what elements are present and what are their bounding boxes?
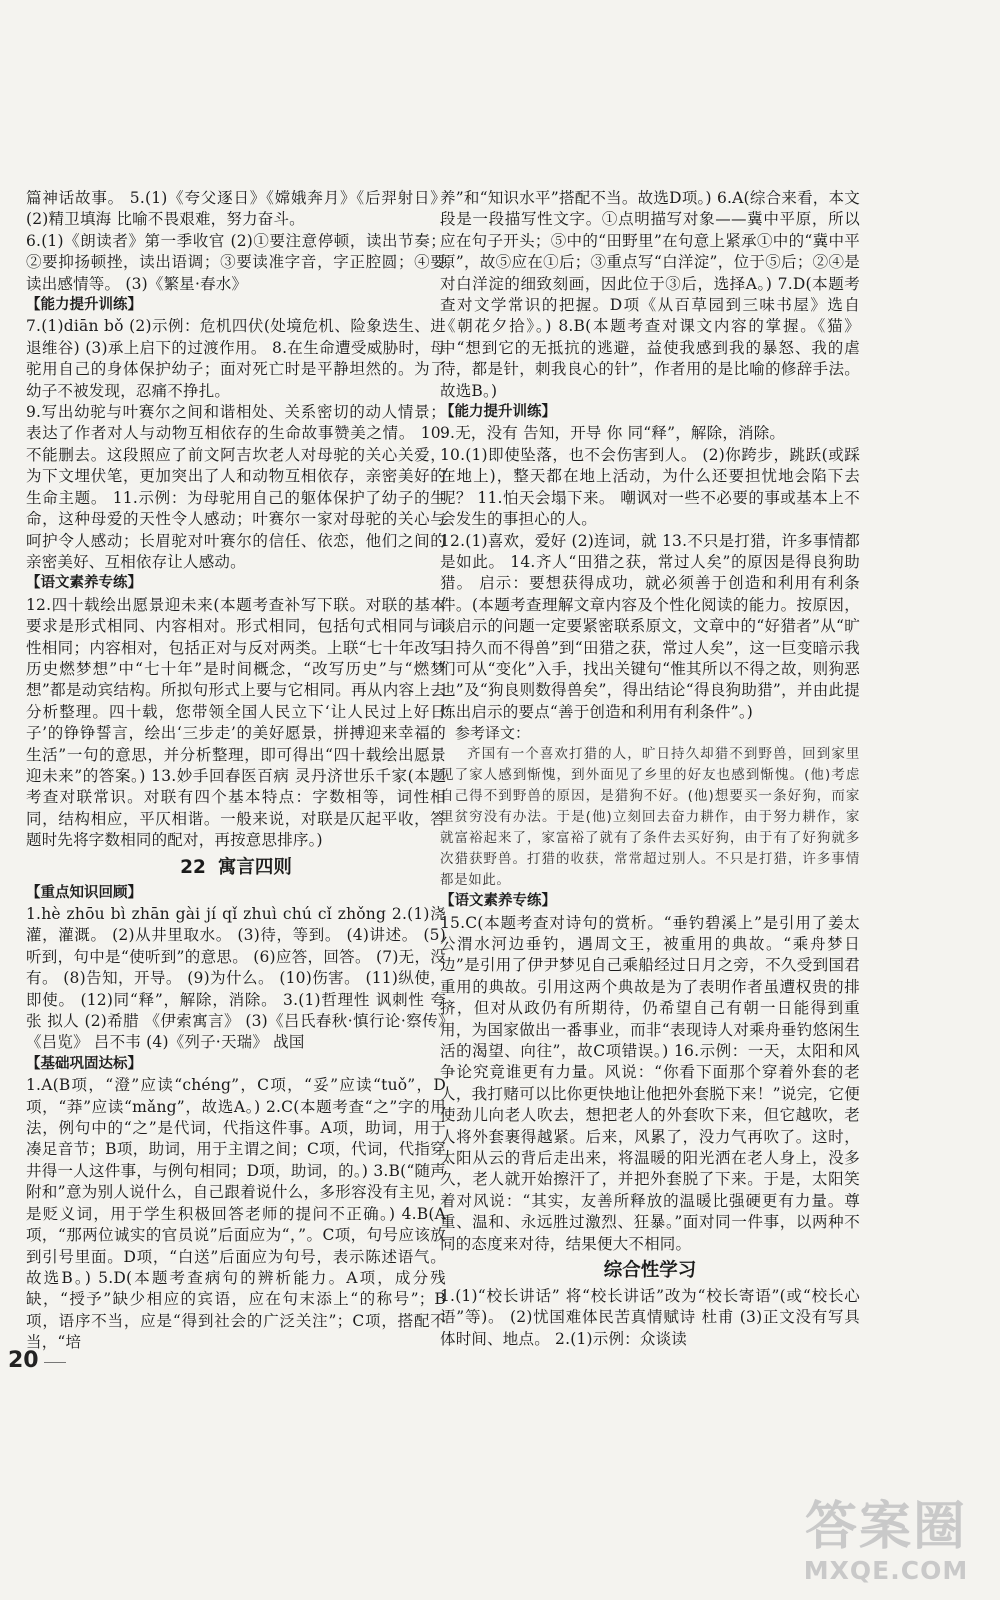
subsection-heading: 【语文素养专练】 [26,575,142,592]
subsection-heading: 【语文素养专练】 [440,893,556,910]
answer-paragraph: 养”和“知识水平”搭配不当。故选D项。) 6.A(综合来看，本文段是一段描写性文字。①点明描写对象——冀中平原，所以应在句子开头；⑤中的“田野里”在句意上紧承①中的“冀中平原”，故⑤应在①后；③重点写“白洋淀”，位于⑤后；②④是对白洋淀的细致刻画，因此位于③后，选择A。) 7.D(本题考查对文学常识的把握。D项《从百草园到三味书屋》选自《朝花夕拾》。) 8.B(本题考查对课文内容的掌握。《猫》中“想到它的无抵抗的逃避，益使我感到我的暴怒、我的虐待，都是针，刺我良心的针”，作者用的是比喻的修辞手法。故选B。) [440,189,860,400]
translation-label: 参考译文： [455,724,531,743]
watermark-url: MXQE.COM [803,1556,969,1585]
subsection-heading: 【能力提升训练】 [26,297,142,314]
answer-paragraph: 1.(1)“校长讲话” 将“校长讲话”改为“校长寄语”(或“校长心语”等)。 (2)忧国难体民苦真情赋诗 杜甫 (3)正文没有写具体时间、地点。 2.(1)示例：众谈读 [440,1287,860,1348]
answer-paragraph: 1.A(B项，“澄”应读“chéng”，C项，“妥”应读“tuǒ”，D项，“莽”应读“mǎng”，故选A。) 2.C(本题考查“之”字的用法，例句中的“之”是代词，代指这件事。A项，助词，用于凑足音节；B项，助词，用于主谓之间；C项，代词，代指穿井得一人这件事，与例句相同；D项，助词，的。) 3.B(“随声附和”意为别人说什么，自己跟着说什么，多形容没有主见，是贬义词，用于学生积极回答老师的提问不正确。) 4.B(A项，“那两位诚实的官员说”后面应为“，”。C项，句号应该放到引号里面。D项，“白送”后面应为句号，表示陈述语气。故选B。) 5.D(本题考查病句的辨析能力。A项，成分残缺，“授予”缺少相应的宾语，应在句末添上“的称号”；B项，语序不当，应是“得到社会的广泛关注”；C项，搭配不当，“培 [26,1076,446,1352]
subsection-heading: 【能力提升训练】 [440,404,556,421]
watermark-logo [786,1498,986,1590]
answer-paragraph: 12.四十载绘出愿景迎未来(本题考查补写下联。对联的基本要求是形式相同、内容相对。形式相同，包括句式相同与词性相同；内容相对，包括正对与反对两类。上联“七十年改写历史燃梦想”中“七十年”是时间概念，“改写历史”与“燃梦想”都是动宾结构。所拟句形式上要与它相同。再从内容上去分析整理。四十载，您带领全国人民立下‘让人民过上好日子’的铮铮誓言，绘出‘三步走’的美好愿景，拼搏迎来幸福的生活”一句的意思，并分析整理，即可得出“四十载绘出愿景迎未来”的答案。) 13.妙手回春医百病 灵丹济世乐千家(本题考查对联常识。对联有四个基本特点：字数相等，词性相同，结构相应，平仄相谐。一般来说，对联是仄起平收，答题时先将字数相同的配对，再按意思排序。) [26,595,446,850]
subsection-heading: 【重点知识回顾】 [26,884,142,901]
page-number-rule [44,1362,66,1363]
answer-paragraph: 10.(1)即使坠落，也不会伤害到人。 (2)你跨步，跳跃(或踩在地上)，整天都在地上活动，为什么还要担忧地会陷下去呢？ 11.怕天会塌下来。 嘲讽对一些不必要的事或基本上不会发生的事担心的人。 [440,445,860,529]
subsection-heading: 【基础巩固达标】 [26,1055,142,1072]
section-title-text: 综合性学习 [603,1260,697,1282]
section-title [440,1257,860,1284]
section-title-text: 寓言四则 [217,856,292,878]
answer-paragraph: 12.(1)喜欢，爱好 (2)连词，就 13.不只是打猎，许多事情都是如此。 14.齐人“田猎之获，常过人矣”的原因是得良狗助猎。 启示：要想获得成功，就必须善于创造和利用有利条件。(本题考查理解文章内容及个性化阅读的能力。按原因，谈启示的问题一定要紧密联系原文，文章中的“好猎者”从“旷日持久而不得兽”到“田猎之获，常过人矣”，这一巨变暗示我们可从“变化”入手，找出关键句“惟其所以不得之故，则狗恶也”及“狗良则数得兽矣”，得出结论“得良狗助猎”，并由此提炼出启示的要点“善于创造和利用有利条件”。) [440,531,860,721]
answer-paragraph: 9.写出幼驼与叶赛尔之间和谐相处、关系密切的动人情景；表达了作者对人与动物互相依存的生命故事赞美之情。 10.不能删去。这段照应了前文阿吉坎老人对母驼的关心关爱，为下文埋伏笔，更加突出了人和动物互相依存，亲密美好的生命主题。 11.示例：为母驼用自己的躯体保护了幼子的生命，这种母爱的天性令人感动；叶赛尔一家对母驼的关心与呵护令人感动；长眉驼对叶赛尔的信任、依恋，他们之间的亲密美好、互相依存让人感动。 [26,403,446,571]
answer-paragraph: 1.hè zhōu bì zhān gài jí qǐ zhuì chú cǐ zhǒng 2.(1)浇灌，灌溉。 (2)从井里取水。 (3)待，等到。 (4)讲述。 (5)听到，句中是“使听到”的意思。 (6)应答，回答。 (7)无，没有。 (8)告知，开导。 (9)为什么。 (10)伤害。 (11)纵使，即使。 (12)同“释”，解除，消除。 3.(1)哲理性 讽刺性 夸张 拟人 (2)希腊 《伊索寓言》 (3)《吕氏春秋·慎行论·察传》《吕览》 吕不韦 (4)《列子·天瑞》 战国 [26,905,446,1052]
right-column [440,188,860,1350]
section-number: 22 [180,856,206,878]
answer-paragraph: 6.(1)《朗读者》第一季收官 (2)①要注意停顿，读出节奏；②要抑扬顿挫，读出语调；③要读准字音，字正腔圆；④要读出感情等。 (3)《繁星·春水》 [26,231,446,293]
answer-paragraph: 篇神话故事。 5.(1)《夸父逐日》《嫦娥奔月》《后羿射日》 (2)精卫填海 比喻不畏艰难，努力奋斗。 [26,189,446,229]
watermark-logo-text: 答案圈 [804,1497,967,1557]
answer-paragraph: 15.C(本题考查对诗句的赏析。“垂钓碧溪上”是引用了姜太公渭水河边垂钓，遇周文王，被重用的典故。“乘舟梦日边”是引用了伊尹梦见自己乘船经过日月之旁，不久受到国君重用的典故。引用这两个典故是为了表明作者虽遭权贵的排挤，但对从政仍有所期待，仍希望自己有朝一日能得到重用，为国家做出一番事业，而非“表现诗人对乘舟垂钓悠闲生活的渴望、向往”，故C项错误。) 16.示例：一天，太阳和风争论究竟谁更有力量。风说：“你看下面那个穿着外套的老人，我打赌可以比你更快地让他把外套脱下来！”说完，它便使劲儿向老人吹去，想把老人的外套吹下来，但它越吹，老人将外套裹得越紧。后来，风累了，没力气再吹了。这时，太阳从云的背后走出来，将温暖的阳光洒在老人身上，没多久，老人就开始擦汗了，并把外套脱了下来。于是，太阳笑着对风说：“其实，友善所释放的温暖比强硬更有力量。尊重、温和、永远胜过激烈、狂暴。”面对同一件事，以两种不同的态度来对待，结果便大不相同。 [440,913,860,1253]
section-title [26,854,446,881]
page-number: 20 [8,1348,39,1373]
translation-paragraph: 齐国有一个喜欢打猎的人，旷日持久却猎不到野兽，回到家里见了家人感到惭愧，到外面见了乡里的好友也感到惭愧。(他)考虑自己得不到野兽的原因，是猎狗不好。(他)想要买一条好狗，而家里贫穷没有办法。于是(他)立刻回去奋力耕作，由于努力耕作，家就富裕起来了，家富裕了就有了条件去买好狗，由于有了好狗就多次猎获野兽。打猎的收获，常常超过别人。不只是打猎，许多事情都是如此。 [440,746,860,889]
left-column [26,188,446,1354]
answer-paragraph: 9.无，没有 告知，开导 你 同“释”，解除，消除。 [440,424,786,443]
answer-paragraph: 7.(1)diān bǒ (2)示例：危机四伏(处境危机、险象迭生、进退维谷) (3)承上启下的过渡作用。 8.在生命遭受威胁时，母驼用自己的身体保护幼子；面对死亡时是平静坦然的。为了幼子不被发现，忍痛不挣扎。 [26,317,446,400]
